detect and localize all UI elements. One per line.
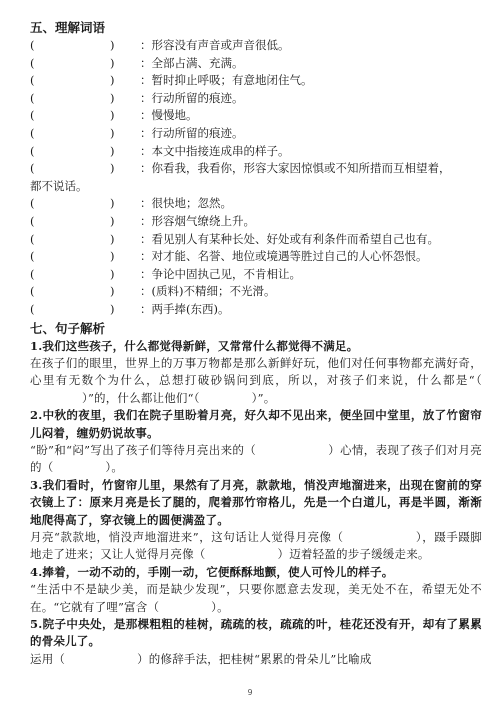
sentence-2: 2.中秋的夜里，我们在院子里盼着月亮，好久却不见出来，便坐回中堂里，放了竹窗帘儿闷着，缠奶奶说故事。 [30,408,482,440]
close-paren: ) [110,90,115,105]
close-paren: ) [110,108,115,123]
analysis-3: 月亮“款款地，悄没声地溜进来”，这句话让人觉得月亮像（ ），蹑手蹑脚地走了进来；又让人觉得月亮像（ ）迈着轻盈的步子缓缓走来。 [30,529,483,562]
vocab-definition: ：行动所留的痕迹。 [140,125,244,140]
vocab-definition: ：全部占满、充满。 [140,55,244,70]
sentence-1: 1.我们这些孩子，什么都觉得新鲜，又常常什么都觉得不满足。 [30,338,359,353]
vocab-item [30,160,482,178]
vocab-item [30,231,482,249]
open-paren[interactable]: ( [30,108,35,123]
vocab-list [30,37,482,319]
vocab-item [30,195,482,213]
open-paren[interactable]: ( [30,266,35,281]
close-paren: ) [110,266,115,281]
sentence-3: 3.我们看时，竹窗帘儿里，果然有了月亮，款款地，悄没声地溜进来，出现在窗前的穿衣镜上了：原来月亮是长了腿的，爬着那竹帘格儿，先是一个白道儿，再是半圆，渐渐地爬得高了，穿衣镜上的圆便满盈了。 [30,477,482,527]
close-paren: ) [110,55,115,70]
analysis-4: “生活中不是缺少美，而是缺少发现”，只要你愿意去发现，美无处不在，希望无处不在。“它就有了哩”富含（ ）。 [30,582,482,614]
open-paren[interactable]: ( [30,301,35,316]
analysis-5: 运用（ ）的修辞手法，把桂树“累累的骨朵儿”比喻成 [30,651,372,666]
close-paren: ) [110,125,115,140]
analysis-1: 在孩子们的眼里，世界上的万事万物都是那么新鲜好玩，他们对任何事物都充满好奇，心里有无数个为什么，总想打破砂锅问到底，所以，对孩子们来说，什么都是“（）”的，什么都让他们“（ ）”。 [30,355,482,405]
open-paren[interactable]: ( [30,284,35,299]
open-paren[interactable]: ( [30,38,35,52]
vocab-definition: ：看见别人有某种长处、好处或有利条件而希望自己也有。 [140,231,439,246]
open-paren[interactable]: ( [30,125,35,140]
section-5-title: 五、理解词语 [30,20,106,35]
close-paren: ) [110,301,115,316]
vocab-definition: ：形容烟气缭绕上升。 [140,213,255,228]
vocab-item [30,283,482,301]
vocab-item [30,248,482,266]
vocab-definition: ：(质料)不精细；不光滑。 [140,284,276,299]
vocab-definition: ：行动所留的痕迹。 [140,90,244,105]
close-paren: ) [110,161,115,176]
vocab-definition: ：对才能、名誉、地位或境遇等胜过自己的人心怀怨恨。 [140,249,428,264]
close-paren: ) [110,38,115,52]
vocab-definition: ：本文中指接连成串的样子。 [140,143,290,158]
close-paren: ) [110,231,115,246]
open-paren[interactable]: ( [30,196,35,211]
open-paren[interactable]: ( [30,249,35,264]
vocab-definition: ：争论中固执己见，不肯相让。 [140,266,301,281]
open-paren[interactable]: ( [30,73,35,88]
open-paren[interactable]: ( [30,213,35,228]
open-paren[interactable]: ( [30,90,35,105]
close-paren: ) [110,284,115,299]
worksheet-page [30,20,482,668]
close-paren: ) [110,213,115,228]
close-paren: ) [110,249,115,264]
vocab-definition-continued: 都不说话。 [30,178,88,193]
vocab-item [30,72,482,90]
vocab-item [30,301,482,319]
open-paren[interactable]: ( [30,143,35,158]
sentence-4: 4.捧着，一动不动的，手刚一动，它便酥酥地颤，使人可怜儿的样子。 [30,564,394,579]
vocab-item [30,213,482,231]
close-paren: ) [110,196,115,211]
vocab-item [30,90,482,108]
vocab-definition: ：很快地；忽然。 [140,196,232,211]
vocab-definition: ：暂时抑止呼吸；有意地闭住气。 [140,73,313,88]
vocab-item [30,107,482,125]
vocab-item [30,266,482,284]
close-paren: ) [110,73,115,88]
section-7-title: 七、句子解析 [30,320,106,336]
vocab-definition: ：两手捧(东西)。 [140,301,230,316]
page-number: 9 [247,688,253,697]
close-paren: ) [110,143,115,158]
vocab-definition: ：慢慢地。 [140,108,198,123]
vocab-definition: ：你看我，我看你，形容大家因惊惧或不知所措而互相望着， [140,161,451,176]
vocab-item [30,37,482,55]
sentence-5: 5.院子中央处，是那棵粗粗的桂树，疏疏的枝，疏疏的叶，桂花还没有开，却有了累累的骨朵儿了。 [30,617,482,649]
open-paren[interactable]: ( [30,55,35,70]
open-paren[interactable]: ( [30,231,35,246]
vocab-item [30,125,482,143]
vocab-item [30,55,482,73]
analysis-2: “盼”和“闷”写出了孩子们等待月亮出来的（ ）心情，表现了孩子们对月亮的（ ）。 [30,442,482,475]
open-paren[interactable]: ( [30,161,35,176]
vocab-item [30,143,482,161]
vocab-definition: ：形容没有声音或声音很低。 [140,38,290,52]
